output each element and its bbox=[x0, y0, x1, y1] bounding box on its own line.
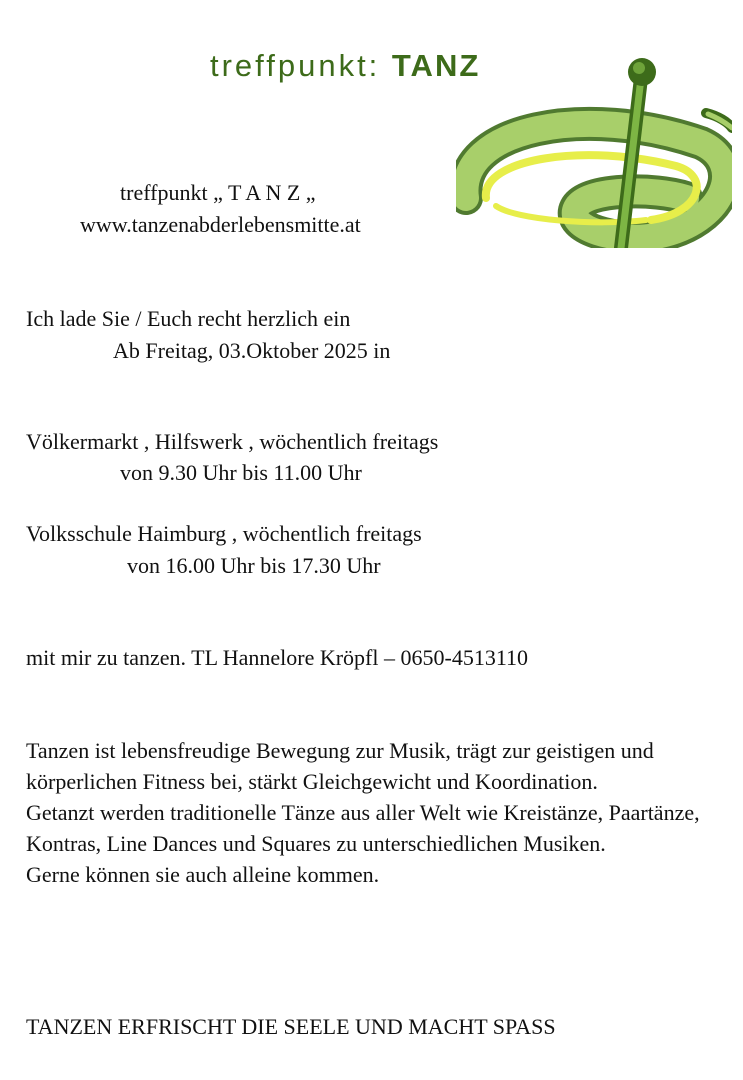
dance-logo bbox=[456, 48, 732, 248]
contact-line: mit mir zu tanzen. TL Hannelore Kröpfl – 0650-4513110 bbox=[26, 645, 529, 670]
description bbox=[26, 735, 716, 890]
dance-swirl-logo-icon bbox=[456, 48, 732, 248]
website-text: www.tanzenabderlebensmitte.at bbox=[80, 212, 361, 237]
slogan: TANZEN ERFRISCHT DIE SEELE UND MACHT SPASS bbox=[26, 1014, 556, 1039]
description-paragraph: Getanzt werden traditionelle Tänze aus aller Welt wie Kreistänze, Paartänze, Kontras, Line Dances und Squares zu unterschiedlichen Musiken. bbox=[26, 800, 700, 856]
invitation-line: Ich lade Sie / Euch recht herzlich ein bbox=[26, 306, 351, 331]
location-2-time: von 16.00 Uhr bis 17.30 Uhr bbox=[127, 553, 381, 578]
intro-line: treffpunkt „ T A N Z „ bbox=[120, 180, 316, 205]
page-title bbox=[210, 48, 480, 84]
location-2-place: Volksschule Haimburg , wöchentlich freitags bbox=[26, 521, 422, 546]
location-1-place: Völkermarkt , Hilfswerk , wöchentlich freitags bbox=[26, 429, 439, 454]
title-strong: TANZ bbox=[391, 48, 481, 83]
location-1-time: von 9.30 Uhr bis 11.00 Uhr bbox=[120, 460, 362, 485]
description-paragraph: Gerne können sie auch alleine kommen. bbox=[26, 862, 380, 887]
start-date-line: Ab Freitag, 03.Oktober 2025 in bbox=[113, 338, 391, 363]
title-prefix: treffpunkt: bbox=[210, 48, 381, 83]
description-paragraph: Tanzen ist lebensfreudige Bewegung zur Musik, trägt zur geistigen und körperlichen Fitness bei, stärkt Gleichgewicht und Koordination. bbox=[26, 738, 654, 794]
